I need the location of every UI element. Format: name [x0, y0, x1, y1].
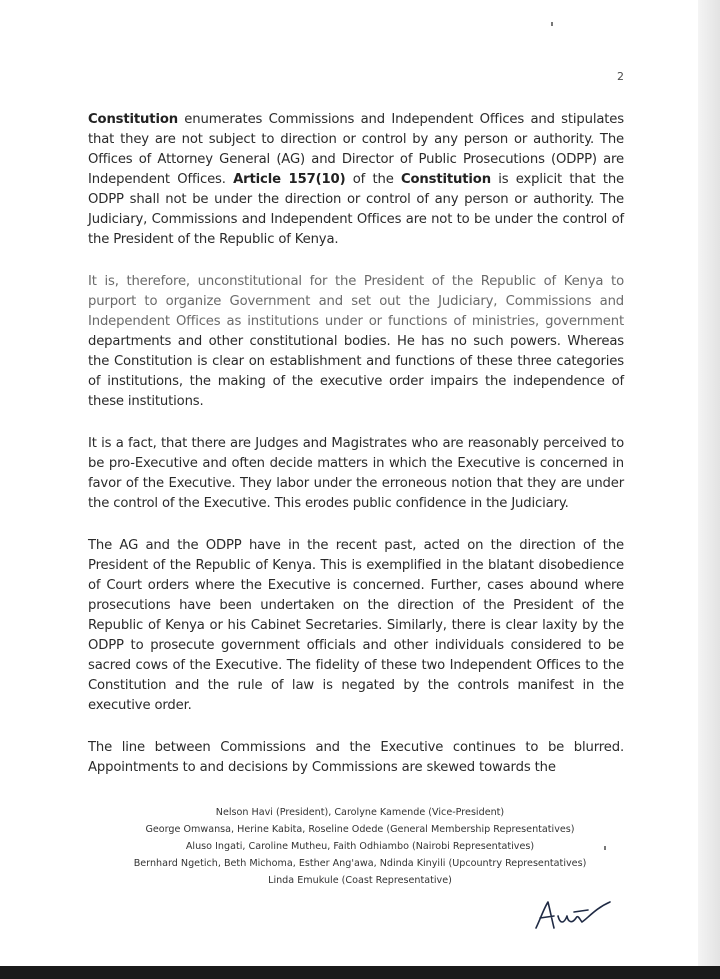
page-edge-shadow	[698, 0, 720, 979]
footer-line: Aluso Ingati, Caroline Mutheu, Faith Odhiambo (Nairobi Representatives)	[185, 841, 535, 852]
stray-ink-mark	[551, 22, 553, 26]
text-run: It is, therefore, unconstitutional for the President of the Republic of Kenya to purport to organize Government and set out the Judiciary, Commissions and Independent Offices as institutions under or functions of ministries, government	[88, 274, 624, 329]
text-run: The AG and the ODPP have in the recent past, acted on the direction of the President of the Republic of Kenya. This is exemplified in the blatant disobedience of Court orders where the Executive is concerned. Further, cases abound where prosecutions have been undertaken on the direction of the President of the Republic of Kenya or his Cabinet Secretaries. Similarly, there is clear laxity by the ODPP to prosecute government officials and other individuals considered to be sacred cows of the Executive. The fidelity of these two Independent Offices to the Constitution and the rule of law is negated by the controls manifest in the executive order.	[88, 538, 624, 713]
paragraph	[88, 434, 624, 514]
bold-text-run: Article 157(10)	[233, 172, 346, 187]
footer-line: Linda Emukule (Coast Representative)	[268, 875, 452, 886]
paragraph	[88, 110, 624, 250]
signature-stroke	[536, 902, 610, 928]
handwritten-signature	[530, 890, 620, 938]
bottom-dark-band	[0, 966, 720, 979]
text-run: of the	[345, 172, 401, 187]
bold-text-run: Constitution	[400, 172, 491, 187]
paragraph	[88, 738, 624, 778]
page-number: 2	[617, 70, 624, 83]
text-run: It is a fact, that there are Judges and Magistrates who are reasonably perceived to be pro-Executive and often decide matters in which the Executive is concerned in favor of the Executive. They labor under the erroneous notion that they are under the control of the Executive. This erodes public confidence in the Judiciary.	[88, 436, 624, 511]
footer-line: Bernhard Ngetich, Beth Michoma, Esther Ang'awa, Ndinda Kinyili (Upcountry Representatives)	[133, 858, 587, 869]
paragraph	[88, 536, 624, 716]
bold-text-run: Constitution	[88, 112, 178, 127]
text-run: is explicit that the ODPP shall not be under the direction or control of any person or authority. The Judiciary, Commissions and Independent Offices are not to be under the control of the President of the Republic of Kenya.	[88, 172, 625, 247]
footer-line: Nelson Havi (President), Carolyne Kamende (Vice-President)	[215, 807, 505, 818]
footer-officials	[100, 804, 620, 889]
text-run: departments and other constitutional bodies. He has no such powers. Whereas the Constitution is clear on establishment and functions of these three categories of institutions, the making of the executive order impairs the independence of these institutions.	[88, 334, 624, 409]
document-body	[88, 110, 624, 800]
paragraph	[88, 272, 624, 412]
text-run: enumerates Commissions and Independent Offices and stipulates that they are not subject to direction or control by any person or authority. The Offices of Attorney General (AG) and Director of Public Prosecutions (ODPP) are Independent Offices.	[88, 112, 624, 187]
footer-line: George Omwansa, Herine Kabita, Roseline Odede (General Membership Representatives)	[145, 824, 575, 835]
text-run: The line between Commissions and the Executive continues to be blurred. Appointments to and decisions by Commissions are skewed towards the	[88, 740, 624, 775]
